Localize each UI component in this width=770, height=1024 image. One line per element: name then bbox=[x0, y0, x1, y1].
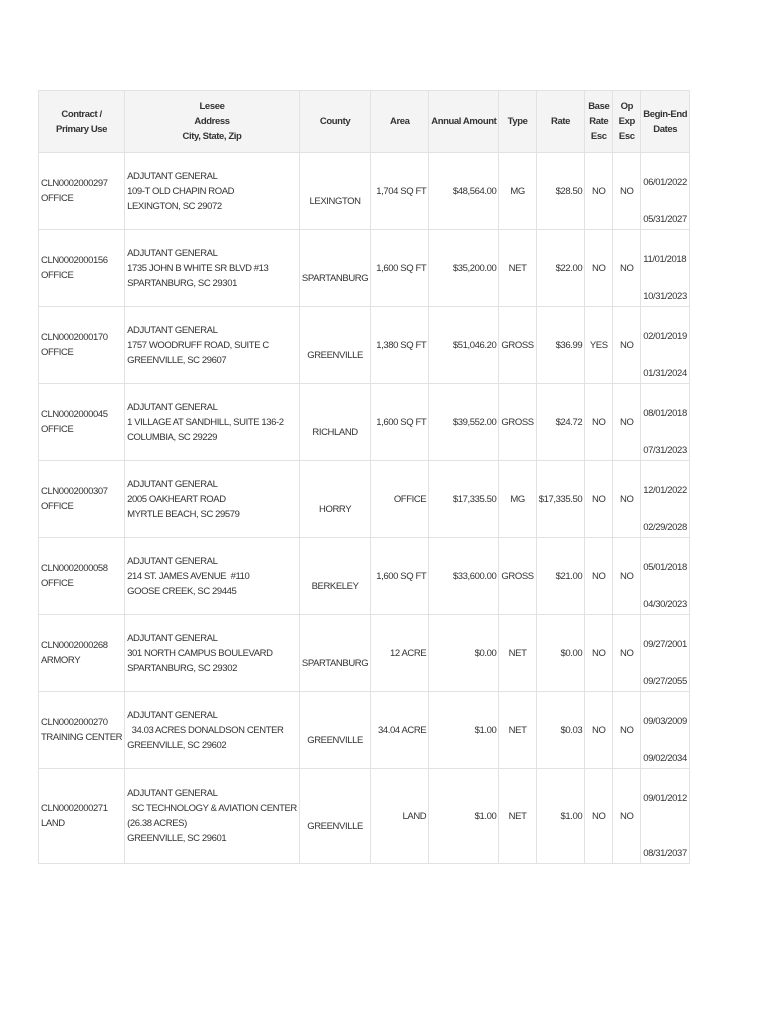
dates-cell bbox=[641, 615, 690, 692]
lessee-line: ADJUTANT GENERAL bbox=[127, 788, 218, 799]
type-cell: NET bbox=[499, 769, 536, 864]
annual-amount-cell: $39,552.00 bbox=[429, 384, 499, 461]
table-row bbox=[39, 692, 690, 769]
county-cell: GREENVILLE bbox=[299, 769, 370, 864]
annual-amount-cell: $1.00 bbox=[429, 692, 499, 769]
lessee-line: ADJUTANT GENERAL bbox=[127, 478, 218, 490]
lessee-line: GREENVILLE, SC 29601 bbox=[127, 833, 227, 844]
dates-cell bbox=[641, 384, 690, 461]
contract-cell bbox=[39, 769, 125, 864]
rate-cell: $22.00 bbox=[536, 230, 585, 307]
lessee-line: SC TECHNOLOGY & AVIATION CENTER bbox=[127, 803, 297, 814]
annual-amount-cell: $51,046.20 bbox=[429, 307, 499, 384]
contract-number: CLN0002000045 bbox=[41, 409, 108, 420]
lessee-line: LEXINGTON, SC 29072 bbox=[127, 200, 222, 212]
annual-amount-cell: $33,600.00 bbox=[429, 538, 499, 615]
header-annual-amount: Annual Amount bbox=[429, 91, 499, 153]
type-cell: NET bbox=[499, 615, 536, 692]
table-row bbox=[39, 461, 690, 538]
rate-cell: $36.99 bbox=[536, 307, 585, 384]
lessee-line: ADJUTANT GENERAL bbox=[127, 247, 218, 259]
county-cell: GREENVILLE bbox=[299, 307, 370, 384]
table-row bbox=[39, 153, 690, 230]
base-rate-esc-cell: NO bbox=[585, 692, 613, 769]
lessee-cell bbox=[125, 230, 300, 307]
area-cell: 1,704 SQ FT bbox=[371, 153, 429, 230]
dates-cell bbox=[641, 307, 690, 384]
op-exp-esc-cell: NO bbox=[613, 307, 641, 384]
header-county: County bbox=[299, 91, 370, 153]
begin-date: 05/01/2018 bbox=[643, 562, 687, 573]
end-date: 05/31/2027 bbox=[643, 214, 687, 225]
rate-cell: $0.00 bbox=[536, 615, 585, 692]
area-cell: 1,600 SQ FT bbox=[371, 230, 429, 307]
type-cell: GROSS bbox=[499, 384, 536, 461]
table-row bbox=[39, 615, 690, 692]
type-cell: NET bbox=[499, 230, 536, 307]
area-cell: 34.04 ACRE bbox=[371, 692, 429, 769]
primary-use: TRAINING CENTER bbox=[41, 732, 123, 743]
rate-cell: $1.00 bbox=[536, 769, 585, 864]
contract-number: CLN0002000307 bbox=[41, 486, 108, 497]
lessee-line: ADJUTANT GENERAL bbox=[127, 632, 218, 644]
header-lessee: Lesee Address City, State, Zip bbox=[125, 91, 300, 153]
county-cell: GREENVILLE bbox=[299, 692, 370, 769]
begin-date: 06/01/2022 bbox=[643, 177, 687, 188]
area-cell: 1,380 SQ FT bbox=[371, 307, 429, 384]
lessee-cell bbox=[125, 615, 300, 692]
begin-date: 11/01/2018 bbox=[643, 254, 687, 265]
op-exp-esc-cell: NO bbox=[613, 384, 641, 461]
lessee-line: 34.03 ACRES DONALDSON CENTER bbox=[127, 724, 284, 736]
lessee-cell bbox=[125, 153, 300, 230]
begin-date: 02/01/2019 bbox=[643, 331, 687, 342]
dates-cell bbox=[641, 538, 690, 615]
header-area: Area bbox=[371, 91, 429, 153]
lessee-line: ADJUTANT GENERAL bbox=[127, 170, 218, 182]
lessee-line: ADJUTANT GENERAL bbox=[127, 324, 218, 336]
lessee-line: 301 NORTH CAMPUS BOULEVARD bbox=[127, 647, 273, 659]
begin-date: 12/01/2022 bbox=[643, 485, 687, 496]
base-rate-esc-cell: NO bbox=[585, 230, 613, 307]
type-cell: NET bbox=[499, 692, 536, 769]
rate-cell: $17,335.50 bbox=[536, 461, 585, 538]
lessee-cell bbox=[125, 307, 300, 384]
header-dates: Begin-End Dates bbox=[641, 91, 690, 153]
lessee-line: SPARTANBURG, SC 29302 bbox=[127, 662, 237, 674]
primary-use: OFFICE bbox=[41, 501, 74, 512]
lessee-line: GREENVILLE, SC 29607 bbox=[127, 354, 227, 366]
end-date: 08/31/2037 bbox=[643, 848, 687, 859]
primary-use: OFFICE bbox=[41, 193, 74, 204]
table-row bbox=[39, 307, 690, 384]
area-cell: LAND bbox=[371, 769, 429, 864]
contract-number: CLN0002000268 bbox=[41, 640, 108, 651]
base-rate-esc-cell: NO bbox=[585, 538, 613, 615]
lessee-cell bbox=[125, 769, 300, 864]
end-date: 07/31/2023 bbox=[643, 445, 687, 456]
county-cell: RICHLAND bbox=[299, 384, 370, 461]
rate-cell: $0.03 bbox=[536, 692, 585, 769]
dates-cell bbox=[641, 769, 690, 864]
begin-date: 09/27/2001 bbox=[643, 639, 687, 650]
base-rate-esc-cell: NO bbox=[585, 461, 613, 538]
contract-number: CLN0002000156 bbox=[41, 255, 108, 266]
contract-cell bbox=[39, 307, 125, 384]
contract-cell bbox=[39, 538, 125, 615]
dates-cell bbox=[641, 230, 690, 307]
annual-amount-cell: $17,335.50 bbox=[429, 461, 499, 538]
header-rate: Rate bbox=[536, 91, 585, 153]
base-rate-esc-cell: NO bbox=[585, 769, 613, 864]
lessee-line: GOOSE CREEK, SC 29445 bbox=[127, 585, 237, 597]
contract-cell bbox=[39, 153, 125, 230]
dates-cell bbox=[641, 461, 690, 538]
table-row bbox=[39, 538, 690, 615]
lessee-line: ADJUTANT GENERAL bbox=[127, 709, 218, 721]
op-exp-esc-cell: NO bbox=[613, 538, 641, 615]
rate-cell: $24.72 bbox=[536, 384, 585, 461]
table-row bbox=[39, 384, 690, 461]
op-exp-esc-cell: NO bbox=[613, 153, 641, 230]
county-cell: SPARTANBURG bbox=[299, 230, 370, 307]
begin-date: 09/03/2009 bbox=[643, 716, 687, 727]
primary-use: OFFICE bbox=[41, 270, 74, 281]
begin-date: 08/01/2018 bbox=[643, 408, 687, 419]
end-date: 09/02/2034 bbox=[643, 753, 687, 764]
header-row bbox=[39, 91, 690, 153]
lessee-line: MYRTLE BEACH, SC 29579 bbox=[127, 508, 240, 520]
area-cell: OFFICE bbox=[371, 461, 429, 538]
lessee-line: (26.38 ACRES) bbox=[127, 818, 187, 829]
lessee-line: 214 ST. JAMES AVENUE #110 bbox=[127, 570, 250, 582]
end-date: 10/31/2023 bbox=[643, 291, 687, 302]
primary-use: OFFICE bbox=[41, 347, 74, 358]
begin-date: 09/01/2012 bbox=[643, 793, 687, 804]
rate-cell: $21.00 bbox=[536, 538, 585, 615]
contract-number: CLN0002000297 bbox=[41, 178, 108, 189]
header-contract: Contract / Primary Use bbox=[39, 91, 125, 153]
type-cell: MG bbox=[499, 461, 536, 538]
area-cell: 1,600 SQ FT bbox=[371, 538, 429, 615]
contract-cell bbox=[39, 615, 125, 692]
lessee-cell bbox=[125, 461, 300, 538]
contract-cell bbox=[39, 384, 125, 461]
annual-amount-cell: $1.00 bbox=[429, 769, 499, 864]
end-date: 01/31/2024 bbox=[643, 368, 687, 379]
primary-use: LAND bbox=[41, 818, 65, 829]
county-cell: HORRY bbox=[299, 461, 370, 538]
header-op-exp-esc: Op Exp Esc bbox=[613, 91, 641, 153]
end-date: 04/30/2023 bbox=[643, 599, 687, 610]
lessee-line: SPARTANBURG, SC 29301 bbox=[127, 277, 237, 289]
primary-use: OFFICE bbox=[41, 424, 74, 435]
county-cell: SPARTANBURG bbox=[299, 615, 370, 692]
contract-cell bbox=[39, 230, 125, 307]
dates-cell bbox=[641, 153, 690, 230]
type-cell: GROSS bbox=[499, 538, 536, 615]
lessee-line: ADJUTANT GENERAL bbox=[127, 555, 218, 567]
table-row bbox=[39, 769, 690, 864]
contract-number: CLN0002000170 bbox=[41, 332, 108, 343]
county-cell: BERKELEY bbox=[299, 538, 370, 615]
lessee-cell bbox=[125, 384, 300, 461]
lessee-line: ADJUTANT GENERAL bbox=[127, 401, 218, 413]
contract-cell bbox=[39, 461, 125, 538]
lease-table bbox=[38, 90, 690, 864]
base-rate-esc-cell: YES bbox=[585, 307, 613, 384]
annual-amount-cell: $48,564.00 bbox=[429, 153, 499, 230]
table-row bbox=[39, 230, 690, 307]
op-exp-esc-cell: NO bbox=[613, 615, 641, 692]
base-rate-esc-cell: NO bbox=[585, 384, 613, 461]
area-cell: 12 ACRE bbox=[371, 615, 429, 692]
op-exp-esc-cell: NO bbox=[613, 692, 641, 769]
county-cell: LEXINGTON bbox=[299, 153, 370, 230]
op-exp-esc-cell: NO bbox=[613, 461, 641, 538]
type-cell: GROSS bbox=[499, 307, 536, 384]
lessee-line: COLUMBIA, SC 29229 bbox=[127, 431, 218, 443]
header-base-rate-esc: Base Rate Esc bbox=[585, 91, 613, 153]
base-rate-esc-cell: NO bbox=[585, 615, 613, 692]
lessee-line: 1757 WOODRUFF ROAD, SUITE C bbox=[127, 339, 269, 351]
op-exp-esc-cell: NO bbox=[613, 230, 641, 307]
rate-cell: $28.50 bbox=[536, 153, 585, 230]
op-exp-esc-cell: NO bbox=[613, 769, 641, 864]
lessee-line: 109-T OLD CHAPIN ROAD bbox=[127, 185, 235, 197]
annual-amount-cell: $35,200.00 bbox=[429, 230, 499, 307]
contract-cell bbox=[39, 692, 125, 769]
header-type: Type bbox=[499, 91, 536, 153]
lessee-line: 2005 OAKHEART ROAD bbox=[127, 493, 226, 505]
area-cell: 1,600 SQ FT bbox=[371, 384, 429, 461]
contract-number: CLN0002000271 bbox=[41, 803, 108, 814]
lessee-cell bbox=[125, 692, 300, 769]
dates-cell bbox=[641, 692, 690, 769]
end-date: 02/29/2028 bbox=[643, 522, 687, 533]
lessee-line: GREENVILLE, SC 29602 bbox=[127, 739, 227, 751]
base-rate-esc-cell: NO bbox=[585, 153, 613, 230]
primary-use: OFFICE bbox=[41, 578, 74, 589]
type-cell: MG bbox=[499, 153, 536, 230]
annual-amount-cell: $0.00 bbox=[429, 615, 499, 692]
lessee-line: 1735 JOHN B WHITE SR BLVD #13 bbox=[127, 262, 269, 274]
lessee-line: 1 VILLAGE AT SANDHILL, SUITE 136-2 bbox=[127, 416, 284, 428]
end-date: 09/27/2055 bbox=[643, 676, 687, 687]
contract-number: CLN0002000270 bbox=[41, 717, 108, 728]
lessee-cell bbox=[125, 538, 300, 615]
contract-number: CLN0002000058 bbox=[41, 563, 108, 574]
primary-use: ARMORY bbox=[41, 655, 81, 666]
